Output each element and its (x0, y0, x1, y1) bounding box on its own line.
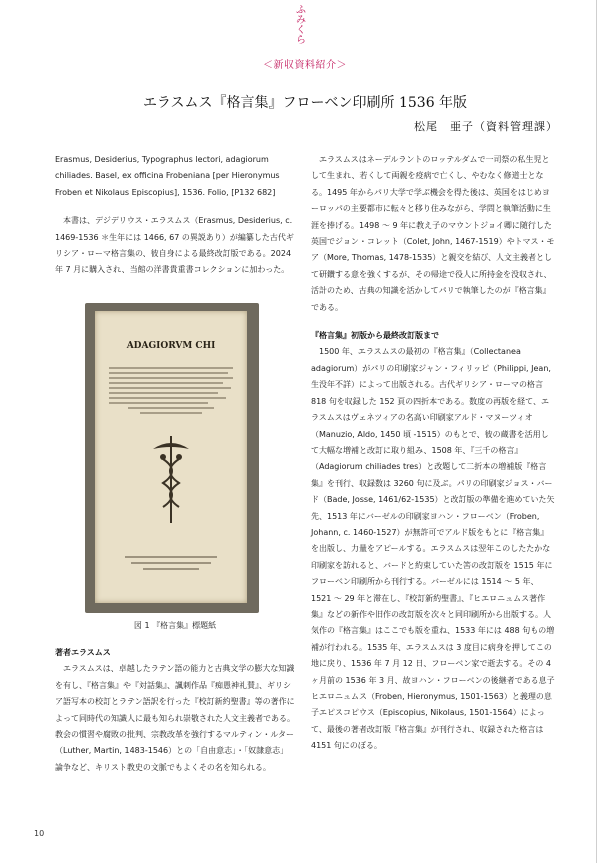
section-label: ＜新収資料紹介＞ (263, 60, 347, 71)
logo-char: く (296, 25, 306, 36)
page-number: 10 (34, 829, 45, 838)
article-title: エラスムス『格言集』フローベン印刷所 1536 年版 (142, 95, 468, 111)
section-heading-author: 著者エラスムス (55, 648, 111, 657)
page-edge-rule (596, 0, 597, 863)
author-paragraph: エラスムスは、卓越したラテン語の能力と古典文学の膨大な知識を有し、『格言集』や『対話集』、諷刺作品『痴愚神礼賛』、ギリシア語写本の校訂とラテン語訳を行った『校訂新約聖書』等の著作によって同時代の知識人に最も知られ崇敬された人文主義者である。教会の慣習や腐敗の批判、宗教改革を強行するマルティン・ルター（Luther, Martin, 1483-1546）との「自由意志」・「奴隷意志」論争など、キリスト教史の文脈でもよくその名を知られる。 (55, 664, 295, 772)
caduceus-emblem-icon (141, 431, 201, 526)
left-column-top (55, 152, 295, 279)
article-author: 松尾 亜子（資料管理課） (414, 120, 558, 133)
figure-caption: 図 1 『格言集』標題紙 (133, 621, 217, 630)
figure-title-text: ADAGIORVM CHI (126, 341, 216, 351)
right-column (311, 152, 556, 755)
figure-imprint-lines (125, 556, 217, 574)
logo-char: み (296, 15, 306, 26)
title-page-image (95, 311, 247, 603)
bio-paragraph: エラスムスはネーデルラントのロッテルダムで一司祭の私生児として生まれ、若くして両親を疫病で亡くし、やむなく修道士となる。1495 年からパリ大学で学ぶ機会を得た後は、英国をはじめヨーロッパの主要都市に転々と移り住みながら、学問と執筆活動に生涯を捧げる。1498 ～ 9 年に教え子のマウントジョイ卿に随行した英国でジョン・コレット（Colet, John, 1467-1519）やトマス・モア（More, Thomas, 1478-1535）と親交を結び、人文主義者として研鑽する意を強くするが、その帰途で役人に所持金を没収され、活計のため、古典の知識を活かしてパリで執筆したのが『格言集』である。 (311, 155, 555, 312)
title-page-figure (85, 303, 259, 613)
logo-char: ら (296, 35, 306, 46)
left-column-bottom (55, 645, 295, 776)
editions-paragraph: 1500 年、エラスムスの最初の『格言集』（Collectanea adagiorum）がパリの印刷家ジャン・フィリッピ（Philippi, Jean, 生没年不詳）によって出版される。古代ギリシア・ローマの格言 818 句を収録した 152 頁の四折本である。数度の再版を経て、エラスムスはヴェネツィアの名高い印刷家アルド・マヌーツィオ（Manuzio, Aldo, 1450 頃 -1515）のもとで、彼の蔵書を活用して大幅な増補と改訂に取り組み、1508 年、『三千の格言』（Adagiorum chiliades tres）と改題して二折本の増補版『格言集』を刊行、収録数は 3260 句に及ぶ。パリの印刷家ジョス・バード（Bade, Josse, 1461/62-1535）と改訂版の準備を進めていた矢先、1513 年にバーゼルの印刷家ヨハン・フローベン（Froben, Johann, c. 1460-1527）が無許可でアルド版をもとに『格言集』を出版し、力量をアピールする。エラスムスは翌年このしたたかな印刷家を訪れると、バードと約束していた筈の改訂版を 1515 年にフローベン印刷所から刊行する。バーゼルには 1514 ～ 5 年、1521 ～ 29 年と滞在し、『校訂新約聖書』、『ヒエロニュムス著作集』などの新作や旧作の改訂版を次々と同印刷所から出版する。人気作の『格言集』はここでも版を重ね、1533 年には 488 句もの増補が行われる。1535 年、エラスムスは 3 度目に病身を押してこの地に戻り、1536 年 7 月 12 日、フローベン家で逝去する。その 4 ヶ月前の 1536 年 3 月、故ヨハン・フローベンの後継者である息子ヒエロニュムス（Froben, Hieronymus, 1501-1563）と義理の息子エピスコピウス（Episcopius, Nikolaus, 1501-1564）によって、最後の著者改訂版『格言集』が刊行され、収録された格言は 4151 句にのぼる。 (311, 347, 555, 751)
fumikura-logo (288, 6, 314, 46)
intro-paragraph: 本書は、デジデリウス・エラスムス（Erasmus, Desiderius, c. 1469-1536 ＊生年には 1466, 67 の異説あり）が編纂した古代ギリシア・ローマ格言集の、彼自身による最終改訂版である。2024 年 7 月に購入され、当館の洋書貴重書コレクションに加わった。 (55, 216, 294, 275)
logo-char: ふ (296, 5, 306, 16)
figure-text-lines (109, 367, 233, 417)
citation: Erasmus, Desiderius, Typographus lectori, adagiorum chiliades. Basel, ex officina Frobeniana [per Hieronymus Froben et Nikolaus Episcopius], 1536. Folio, [P132 682] (55, 155, 280, 197)
section-heading-editions: 『格言集』初版から最終改訂版まで (311, 331, 439, 341)
